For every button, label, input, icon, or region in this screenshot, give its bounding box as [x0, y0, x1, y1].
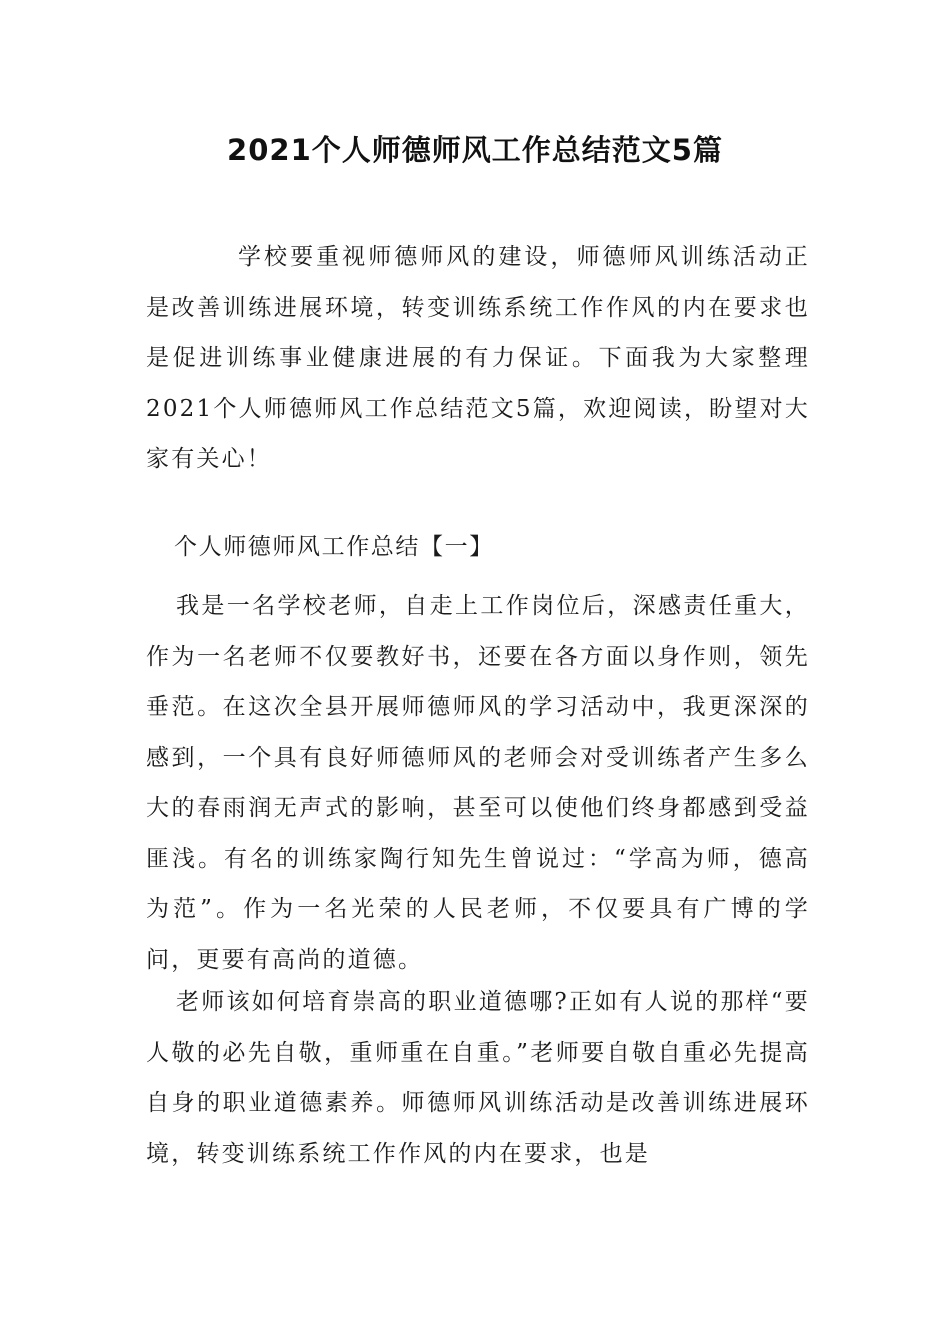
body-paragraph-2: 老师该如何培育崇高的职业道德哪?正如有人说的那样“要人敬的必先自敬，重师重在自重。”老师要自敬自重必先提高自身的职业道德素养。师德师风训练活动是改善训练进展环境，转变训练系统工作作风的内在要求，也是 [146, 989, 810, 1167]
section-heading: 个人师德师风工作总结【一】 [174, 534, 494, 560]
body-paragraph-1: 我是一名学校老师，自走上工作岗位后，深感责任重大，作为一名老师不仅要教好书，还要在各方面以身作则，领先垂范。在这次全县开展师德师风的学习活动中，我更深深的感到，一个具有良好师德师风的老师会对受训练者产生多么大的春雨润无声式的影响，甚至可以使他们终身都感到受益匪浅。有名的训练家陶行知先生曾说过：“学高为师，德高为范”。作为一名光荣的人民老师，不仅要具有广博的学问，更要有高尚的道德。 [146, 593, 810, 973]
document-title: 2021个人师德师风工作总结范文5篇 [227, 133, 723, 167]
intro-paragraph: 学校要重视师德师风的建设，师德师风训练活动正是改善训练进展环境，转变训练系统工作作风的内在要求也是促进训练事业健康进展的有力保证。下面我为大家整理2021个人师德师风工作总结范文5篇，欢迎阅读，盼望对大家有关心！ [146, 244, 810, 472]
